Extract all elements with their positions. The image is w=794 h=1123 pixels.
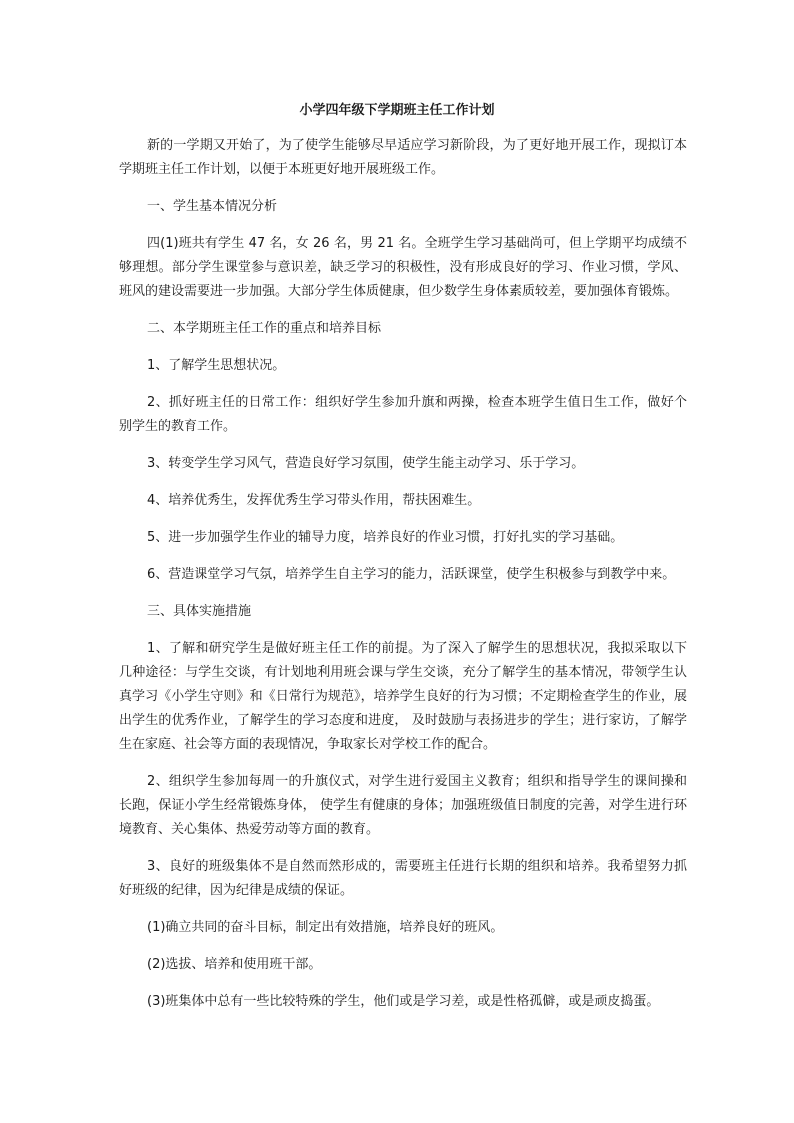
sub-item-1: (1)确立共同的奋斗目标，制定出有效措施，培养良好的班风。 xyxy=(147,920,504,935)
section-heading-1: 一、学生基本情况分析 xyxy=(147,199,278,214)
document-body xyxy=(119,134,687,1027)
sub-item-3: (3)班集体中总有一些比较特殊的学生，他们或是学习差，或是性格孤僻，或是顽皮捣蛋。 xyxy=(147,994,660,1009)
goal-item-1: 1、了解学生思想状况。 xyxy=(147,358,286,373)
measure-item-2: 2、组织学生参加每周一的升旗仪式，对学生进行爱国主义教育；组织和指导学生的课间操和长跑，保证小学生经常锻炼身体， 使学生有健康的身体；加强班级值日制度的完善，对学生进行环境教育、关心集体、热爱劳动等方面的教育。 xyxy=(119,774,687,837)
goal-item-4: 4、培养优秀生，发挥优秀生学习带头作用，帮扶困难生。 xyxy=(147,493,481,508)
goal-item-3: 3、转变学生学习风气，营造良好学习氛围，使学生能主动学习、乐于学习。 xyxy=(147,456,585,471)
sub-item-2: (2)选拔、培养和使用班干部。 xyxy=(147,957,322,972)
measure-item-3: 3、良好的班级集体不是自然而然形成的，需要班主任进行长期的组织和培养。我希望努力抓好班级的纪律，因为纪律是成绩的保证。 xyxy=(119,859,687,898)
goal-item-6: 6、营造课堂学习气氛，培养学生自主学习的能力，活跃课堂，使学生积极参与到教学中来。 xyxy=(147,567,676,582)
goal-item-5: 5、进一步加强学生作业的辅导力度，培养良好的作业习惯，打好扎实的学习基础。 xyxy=(147,530,624,545)
document-title: 小学四年级下学期班主任工作计划 xyxy=(299,103,495,118)
section-heading-3: 三、具体实施措施 xyxy=(147,604,252,619)
measure-item-1: 1、了解和研究学生是做好班主任工作的前提。为了深入了解学生的思想状况，我拟采取以下几种途径：与学生交谈，有计划地利用班会课与学生交谈，充分了解学生的基本情况，带领学生认真学习《小学生守则》和《日常行为规范》，培养学生良好的行为习惯；不定期检查学生的作业，展出学生的优秀作业，了解学生的学习态度和进度， 及时鼓励与表扬进步的学生；进行家访，了解学生在家庭、社会等方面的表现情况，争取家长对学校工作的配合。 xyxy=(119,641,687,752)
goal-item-2: 2、抓好班主任的日常工作：组织好学生参加升旗和两操，检查本班学生值日生工作，做好个别学生的教育工作。 xyxy=(119,395,687,434)
paragraph-class-analysis: 四(1)班共有学生 47 名，女 26 名，男 21 名。全班学生学习基础尚可，但上学期平均成绩不够理想。部分学生课堂参与意识差，缺乏学习的积极性，没有形成良好的学习、作业习惯，学风、班风的建设需要进一步加强。大部分学生体质健康，但少数学生身体素质较差，要加强体育锻炼。 xyxy=(119,236,687,299)
paragraph-intro: 新的一学期又开始了，为了使学生能够尽早适应学习新阶段，为了更好地开展工作，现拟订本学期班主任工作计划，以便于本班更好地开展班级工作。 xyxy=(119,138,687,177)
section-heading-2: 二、本学期班主任工作的重点和培养目标 xyxy=(147,321,382,336)
